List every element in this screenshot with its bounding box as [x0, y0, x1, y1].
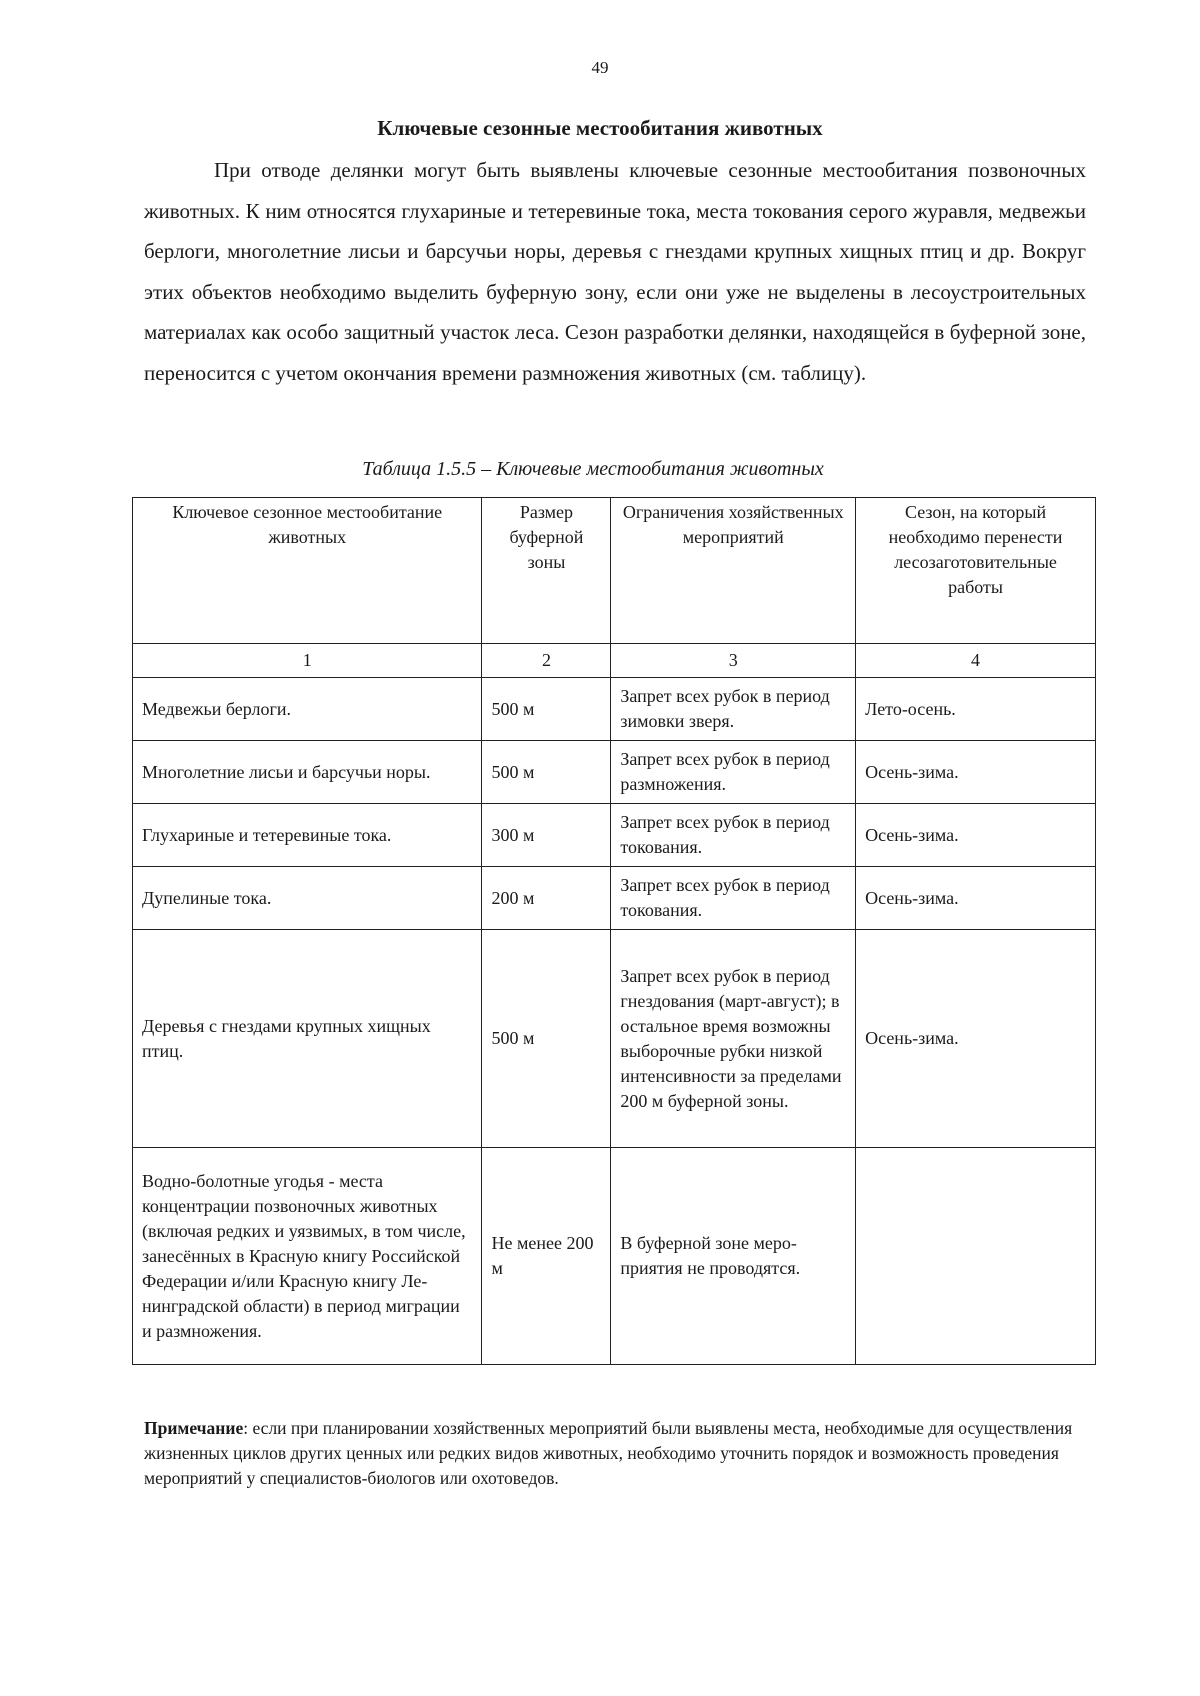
footnote-label: Примечание: [144, 1418, 244, 1438]
section-heading: Ключевые сезонные местообитания животных: [377, 116, 823, 140]
column-number: 3: [611, 644, 856, 678]
table-column-numbers-row: [133, 644, 1096, 678]
footnote: [144, 1416, 1094, 1491]
restriction-cell: Запрет всех рубок в период токования.: [611, 867, 856, 930]
table-row: [133, 741, 1096, 804]
buffer-size-cell: 500 м: [482, 741, 611, 804]
restriction-cell: В буферной зоне мероприятия не проводятся.: [611, 1148, 856, 1365]
restriction-cell: Запрет всех рубок в период размножения.: [611, 741, 856, 804]
habitat-table: [132, 497, 1096, 1365]
column-number: 2: [482, 644, 611, 678]
season-cell: [856, 1148, 1096, 1365]
table-row: [133, 1148, 1096, 1365]
column-number: 1: [133, 644, 482, 678]
buffer-size-cell: 500 м: [482, 678, 611, 741]
header-restrictions: Ограничения хозяйственных мероприятий: [611, 498, 856, 644]
buffer-size-cell: 300 м: [482, 804, 611, 867]
table-header-row: [133, 498, 1096, 644]
habitat-cell: Глухариные и тетеревиные тока.: [133, 804, 482, 867]
restriction-cell: Запрет всех рубок в период зимовки зверя.: [611, 678, 856, 741]
season-cell: Осень-зима.: [856, 930, 1096, 1148]
header-buffer-size: Размер буферной зоны: [482, 498, 611, 644]
restriction-cell: Запрет всех рубок в период токования.: [611, 804, 856, 867]
habitat-cell: Деревья с гнездами крупных хищных птиц.: [133, 930, 482, 1148]
restriction-cell: Запрет всех рубок в период гнездования (март-август); в остальное время возможны выборочные рубки низкой интенсивности за пределами 200 м буферной зоны.: [611, 930, 856, 1148]
habitat-cell: Медвежьи берлоги.: [133, 678, 482, 741]
season-cell: Осень-зима.: [856, 804, 1096, 867]
buffer-size-cell: 500 м: [482, 930, 611, 1148]
header-habitat: Ключевое сезонное местообитание животных: [133, 498, 482, 644]
season-cell: Осень-зима.: [856, 867, 1096, 930]
table-row: [133, 804, 1096, 867]
table-row: [133, 867, 1096, 930]
habitat-cell: Дупелиные тока.: [133, 867, 482, 930]
page-number: 49: [591, 58, 609, 77]
column-number: 4: [856, 644, 1096, 678]
habitat-cell: Многолетние лисьи и барсучьи норы.: [133, 741, 482, 804]
footnote-text: : если при планировании хозяйственных мероприятий были выявлены места, необходимые для осуществления жизненных циклов других ценных или редких видов животных, необходимо уточнить порядок и возможность проведения мероприятий у специалистов-биологов или охотоведов.: [144, 1418, 1073, 1488]
buffer-size-cell: Не менее 200 м: [482, 1148, 611, 1365]
body-paragraph: При отводе делянки могут быть выявлены ключевые сезонные местообитания позвоночных животных. К ним относятся глухариные и тетеревиные тока, места токования серого журавля, медвежьи берлоги, многолетние лисьи и барсучьи норы, деревья с гнездами крупных хищных птиц и др. Вокруг этих объектов необходимо выделить буферную зону, если они уже не выделены в лесоустроительных материалах как особо защитный участок леса. Сезон разработки делянки, находящейся в буферной зоне, переносится с учетом окончания времени размножения животных (см. таблицу).: [144, 158, 1086, 385]
header-season: Сезон, на который необходимо перенести лесозаготовительные работы: [856, 498, 1096, 644]
table-row: [133, 678, 1096, 741]
season-cell: Осень-зима.: [856, 741, 1096, 804]
buffer-size-cell: 200 м: [482, 867, 611, 930]
habitat-cell: Водно-болотные угодья - места концентрации позвоночных животных (включая редких и уязвимых, в том числе, занесённых в Красную книгу Российской Федерации и/или Красную книгу Ленинградской области) в период миграции и размножения.: [133, 1148, 482, 1365]
table-caption: Таблица 1.5.5 – Ключевые местообитания животных: [362, 458, 824, 480]
table-row: [133, 930, 1096, 1148]
season-cell: Лето-осень.: [856, 678, 1096, 741]
